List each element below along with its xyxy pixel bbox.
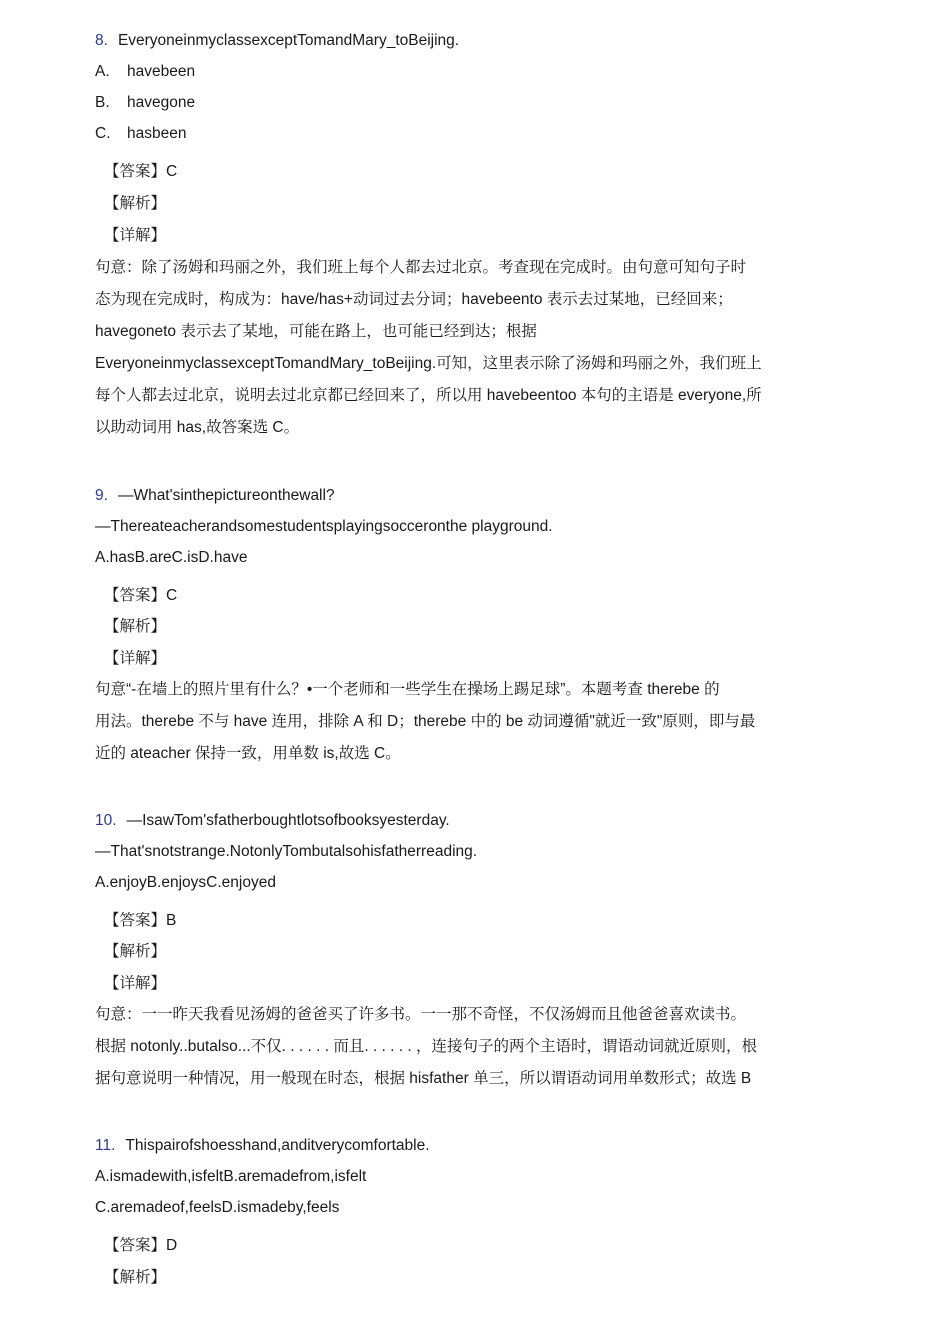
option-c: C. hasbeen bbox=[95, 125, 187, 142]
options-line: A.enjoyB.enjoysC.enjoyed bbox=[95, 874, 276, 891]
document-page: 8. EveryoneinmyclassexceptTomandMary_toBeijing. A. havebeen B. havegone C. hasbeen 【答案】C 【解析】 【详解】 句意：除了汤姆和玛丽之外，我们班上每个人都去过北京。考查现在完成时。由句意可知句子时 态为现在完成时，构成为：have/has+动词过去分词；havebeento 表示去过某地，已经回来； havegoneto 表示去了某地，可能在路上，也可能已经到达；根据 EveryoneinmyclassexceptTomandMary_toBeijing.可知，这里表示除了汤姆和玛丽之外，我们班上 每个人都去过北京，说明去过北京都已经回来了，所以用 havebeentoo 本句的主语是 everyone,所 以助动词用 has,故答案选 C。 9. —What'sinthepictureonthewall? —Thereateacherandsomestudentsplayingsocceronthe playground. A.hasB.areC.isD.have 【答案】C 【解析】 【详解】 句意“-在墙上的照片里有什么？•一个老师和一些学生在操场上踢足球”。本题考查 therebe 的 用法。therebe 不与 have 连用，排除 A 和 D；therebe 中的 be 动词遵循"就近一致"原则，即与最 近的 ateacher 保持一致，用单数 is,故选 C。 10. —IsawTom'sfatherboughtlotsofbooksyesterday. —That'snotstrange.NotonlyTombutalsohisfatherreading. A.enjoyB.enjoysC.enjoyed 【答案】B 【解析】 【详解】 句意：一一昨天我看见汤姆的爸爸买了许多书。一一那不奇怪，不仅汤姆而且他爸爸喜欢读书。 根据 notonly..butalso...不仅. . . . . . 而且. . . . . . ，连接句子的两个主语时，谓语动词就近原则，根 据句意说明一种情况，用一般现在时态，根据 hisfather 单三，所以谓语动词用单数形式；故选 B 11. Thispairofshoesshand,anditverycomfortable. A.ismadewith,isfeltB.aremadefrom,isfelt C.aremadeof,feelsD.ismadeby,feels 【答案】D 【解析】 bbox=[95, 32, 762, 1286]
question-9-stem bbox=[95, 486, 335, 506]
analysis-label: 【解析】 bbox=[104, 618, 167, 635]
analysis-label: 【解析】 bbox=[104, 1269, 167, 1286]
detail-label: 【详解】 bbox=[104, 650, 167, 667]
answer-label: 【答案】B bbox=[104, 912, 177, 929]
question-text: EveryoneinmyclassexceptTomandMary_toBeijing. bbox=[117, 32, 460, 49]
answer-label: 【答案】C bbox=[104, 163, 178, 180]
detail-label: 【详解】 bbox=[104, 227, 167, 244]
analysis-label: 【解析】 bbox=[104, 943, 167, 960]
question-number: 10. bbox=[95, 812, 117, 829]
question-text: —IsawTom'sfatherboughtlotsofbooksyesterday. bbox=[126, 812, 450, 829]
option-b: B. havegone bbox=[95, 94, 196, 111]
question-text: —What'sinthepictureonthewall? bbox=[117, 487, 335, 504]
answer-label: 【答案】C bbox=[104, 587, 178, 604]
question-10-stem bbox=[95, 811, 450, 831]
analysis-label: 【解析】 bbox=[104, 195, 167, 212]
answer-label: 【答案】D bbox=[104, 1237, 178, 1254]
options-line: C.aremadeof,feelsD.ismadeby,feels bbox=[95, 1199, 340, 1216]
options-line: A.hasB.areC.isD.have bbox=[95, 549, 248, 566]
detail-label: 【详解】 bbox=[104, 975, 167, 992]
question-number: 9. bbox=[95, 487, 108, 504]
question-number: 8. bbox=[95, 32, 108, 49]
option-a: A. havebeen bbox=[95, 63, 196, 80]
question-8-stem bbox=[95, 31, 459, 51]
options-line: A.ismadewith,isfeltB.aremadefrom,isfelt bbox=[95, 1168, 367, 1185]
question-line: —Thereateacherandsomestudentsplayingsocceronthe playground. bbox=[95, 518, 553, 535]
question-line: —That'snotstrange.NotonlyTombutalsohisfatherreading. bbox=[95, 843, 478, 860]
question-number: 11. bbox=[95, 1137, 116, 1154]
question-11-stem bbox=[95, 1136, 430, 1156]
question-text: Thispairofshoesshand,anditverycomfortable. bbox=[125, 1137, 430, 1154]
